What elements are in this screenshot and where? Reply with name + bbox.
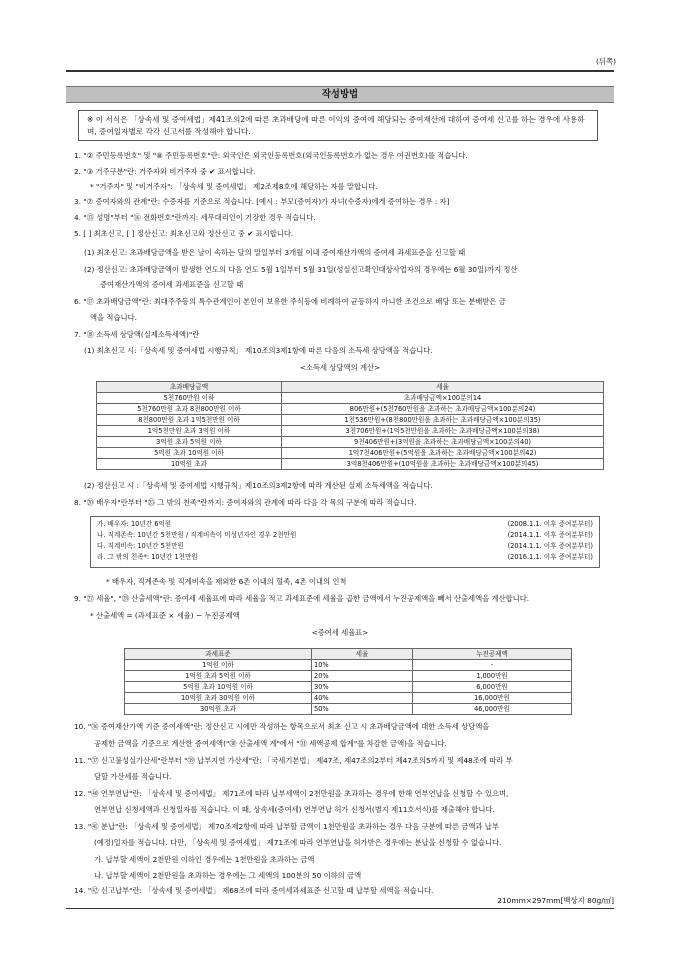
table-cell: 6,000만원 (413, 682, 572, 693)
bottom-rule (66, 908, 614, 909)
item-13-a: 가. 납부할 세액이 2천만원 이하인 경우에는 1천만원을 초과하는 금액 (94, 855, 315, 864)
item-11-cont: 담할 가산세를 적습니다. (94, 772, 172, 781)
table-cell: 8천800만원 초과 1억5천만원 이하 (97, 415, 282, 426)
top-rule (66, 70, 614, 72)
item-11: 11. "㊲ 신고불성실가산세"란부터 "㊴ 납부지연 가산세"란: 「국세기본법」 제47조, 제47조의2부터 제47조의5까지 및 제48조에 따라 부 (74, 756, 513, 765)
table-cell: - (413, 660, 572, 671)
item-7-2: (2) 정산신고 시 :「상속세 및 증여세법 시행규칙」제10조의3제2항에 따라 계산된 실제 소득세액을 적습니다. (84, 481, 433, 490)
back-page-note: (뒤쪽) (595, 57, 616, 66)
item-10: 10. "㊱ 증여재산가액 기준 증여세액"란: 정산신고 시에만 작성하는 항목으로서 최초 신고 시 초과배당금액에 대한 소득세 상당액을 (74, 722, 490, 731)
table-row (97, 415, 604, 426)
table-cell: 1,000만원 (413, 671, 572, 682)
gift-header-deduction: 누진공제액 (413, 649, 572, 660)
item-4: 4. "⑬ 성명"부터 "⑯ 전화번호"란까지: 세무대리인이 기장한 경우 적습니다. (74, 213, 316, 222)
item-8-note: * 배우자, 직계존속 및 직계비속을 제외한 6촌 이내의 혈족, 4촌 이내의 인척 (106, 577, 347, 586)
gift-table-caption: <증여세 세율표> (311, 628, 369, 637)
table-cell: 20% (312, 671, 413, 682)
table-row (125, 671, 572, 682)
item-12: 12. "㊵ 연부연납"란: 「상속세 및 증여세법」 제71조에 따라 납부세액이 2천만원을 초과하는 경우에 한해 연부연납을 신청할 수 있으며, (74, 789, 509, 798)
table-row (97, 404, 604, 415)
item-10-cont: 공제한 금액을 기준으로 계산한 증여세액("㉚ 산출세액 계"에서 "㉛ 세액공제 합계"를 차감한 금액)을 적습니다. (94, 739, 447, 748)
item-14: 14. "㊷ 신고납부"란: 「상속세 및 증여세법」 제68조에 따라 증여세과세표준 신고할 때 납부할 세액을 적습니다. (74, 886, 434, 895)
table-row (125, 693, 572, 704)
item-12-cont: 연부연납 신청세액과 신청일자를 적습니다. 이 때, 상속세(증여세) 연부연납 허가 신청서(별지 제11호서식)를 제출해야 합니다. (94, 805, 495, 814)
item-2-note: * "거주자" 및 "비거주자": 「상속세 및 증여세법」 제2조제8호에 해당하는 자를 말합니다. (90, 182, 378, 191)
income-table-caption: <소득세 상당액의 계산> (299, 363, 381, 372)
item-5-2-cont: 증여재산가액의 증여세 과세표준을 신고할 때 (100, 280, 244, 289)
table-row (97, 437, 604, 448)
section-title: 작성방법 (66, 86, 614, 103)
item-9-note: * 산출세액 = (과세표준 × 세율) − 누진공제액 (90, 611, 240, 620)
table-cell: 50% (312, 704, 413, 715)
income-tax-table (96, 381, 604, 470)
relation-date: (2014.1.1. 이후 증여분부터) (507, 542, 593, 550)
table-cell: 40% (312, 693, 413, 704)
table-cell: 3억원 초과 5억원 이하 (97, 437, 282, 448)
table-cell: 9천406만원+(3억원을 초과하는 초과배당금액×100분의40) (282, 437, 604, 448)
relation-label: 다. 직계비속: 10년간 5천만원 (97, 542, 184, 550)
table-cell: 5천760만원 이하 (97, 393, 282, 404)
item-1: 1. "② 주민등록번호" 및 "⑧ 주민등록번호"란: 외국인은 외국인등록번호(외국인등록번호가 없는 경우 여권번호)를 적습니다. (74, 151, 468, 160)
table-cell: 10억원 초과 30억원 이하 (125, 693, 312, 704)
table-row (97, 448, 604, 459)
item-7: 7. "⑱ 소득세 상당액(실제소득세액)"란 (74, 330, 200, 339)
table-row (125, 704, 572, 715)
income-header-rate: 세율 (282, 382, 604, 393)
table-cell: 10억원 초과 (97, 459, 282, 470)
table-row (125, 682, 572, 693)
table-cell: 16,000만원 (413, 693, 572, 704)
item-6: 6. "⑰ 초과배당금액"란: 최대주주등의 특수관계인이 본인이 보유한 주식등에 비례하여 균등하지 아니한 조건으로 배당 또는 분배받은 금 (74, 297, 506, 306)
table-cell: 1천536만원+(8천800만원을 초과하는 초과배당금액×100분의35) (282, 415, 604, 426)
item-8: 8. "⑳ 배우자"란부터 "㉕ 그 밖의 친족"란까지: 증여자와의 관계에 따라 다음 각 목의 구분에 따라 적습니다. (74, 498, 417, 507)
relation-date: (2016.1.1. 이후 증여분부터) (507, 553, 593, 561)
item-6-cont: 액을 적습니다. (90, 313, 137, 322)
item-13: 13. "㊶ 분납"란: 「상속세 및 증여세법」 제70조제2항에 따라 납부할 금액이 1천만원을 초과하는 경우 다음 구분에 따른 금액과 납부 (74, 822, 499, 831)
table-row (125, 660, 572, 671)
table-cell: 1억5천만원 초과 3억원 이하 (97, 426, 282, 437)
table-row (97, 393, 604, 404)
table-cell: 806만원+(5천760만원을 초과하는 초과배당금액×100분의24) (282, 404, 604, 415)
table-cell: 3억8천406만원+(10억원을 초과하는 초과배당금액×100분의45) (282, 459, 604, 470)
gift-tax-rate-table (124, 648, 572, 715)
item-7-1: (1) 최초신고 시:「상속세 및 증여세법 시행규칙」 제10조의3제1항에 따른 다음의 소득세 상당액을 적습니다. (84, 346, 433, 355)
table-cell: 10% (312, 660, 413, 671)
relation-label: 가. 배우자: 10년간 6억원 (97, 520, 172, 528)
table-cell: 3천706만원+(1억5천만원을 초과하는 초과배당금액×100분의38) (282, 426, 604, 437)
relation-label: 나. 직계존속: 10년간 5천만원 / 직계비속이 미성년자인 경우 2천만원 (97, 531, 297, 539)
item-2: 2. "③ 거주구분"란: 거주자와 비거주자 중 ✔ 표시합니다. (74, 167, 256, 176)
income-header-amount: 초과배당금액 (97, 382, 282, 393)
table-cell: 30% (312, 682, 413, 693)
item-5-2: (2) 정산신고: 초과배당금액이 발생한 연도의 다음 연도 5월 1일부터 5월 31일(성실신고확인대상사업자의 경우에는 6월 30일)까지 정산 (84, 265, 518, 274)
table-cell: 1억7천406만원+(5억원을 초과하는 초과배당금액×100분의42) (282, 448, 604, 459)
item-13-cont: (예정)일자를 적습니다. 다만, 「상속세 및 증여세법」 제71조에 따라 연부연납을 허가받은 경우에는 분납을 신청할 수 없습니다. (94, 838, 502, 847)
table-row (97, 459, 604, 470)
table-row (97, 426, 604, 437)
relation-deduction-box (90, 516, 600, 568)
relation-date: (2008.1.1. 이후 증여분부터) (507, 520, 593, 528)
table-cell: 5억원 초과 10억원 이하 (97, 448, 282, 459)
table-cell: 5억원 초과 10억원 이하 (125, 682, 312, 693)
table-cell: 5천760만원 초과 8천800만원 이하 (97, 404, 282, 415)
table-cell: 초과배당금액×100분의14 (282, 393, 604, 404)
gift-header-base: 과세표준 (125, 649, 312, 660)
table-cell: 46,000만원 (413, 704, 572, 715)
item-13-b: 나. 납부할 세액이 2천만원을 초과하는 경우에는 그 세액의 100분의 50 이하의 금액 (94, 871, 362, 880)
table-cell: 30억원 초과 (125, 704, 312, 715)
table-cell: 1억원 초과 5억원 이하 (125, 671, 312, 682)
relation-date: (2014.1.1. 이후 증여분부터) (507, 531, 593, 539)
intro-note: ※ 이 서식은 「상속세 및 증여세법」제41조의2에 따른 초과배당에 따른 이익의 증여에 해당되는 증여재산에 대하여 증여세 신고를 하는 경우에 사용하며, 증여일자별로 각각 신고서를 작성해야 합니다. (78, 110, 598, 141)
item-5-1: (1) 최초신고: 초과배당금액을 받은 날이 속하는 달의 말일부터 3개월 이내 증여재산가액의 증여세 과세표준을 신고할 때 (84, 248, 466, 257)
item-5: 5. [ ] 최초신고, [ ] 정산신고: 최초신고와 정산신고 중 ✔ 표시합니다. (74, 229, 294, 238)
item-9: 9. "㉗ 세율", "㉘ 산출세액"란: 증여세 세율표에 따라 세율을 적고 과세표준에 세율을 곱한 금액에서 누진공제액을 빼서 산출세액을 계산합니다. (74, 594, 530, 603)
table-cell: 1억원 이하 (125, 660, 312, 671)
paper-size-note: 210mm×297mm[백상지 80g/㎡] (497, 896, 614, 905)
relation-label: 라. 그 밖의 친족*: 10년간 1천만원 (97, 553, 198, 561)
item-3: 3. "⑦ 증여자와의 관계"란: 수증자를 기준으로 적습니다. [예시 : 부모(증여자)가 자녀(수증자)에게 증여하는 경우 : 자] (74, 197, 450, 206)
gift-header-rate: 세율 (312, 649, 413, 660)
